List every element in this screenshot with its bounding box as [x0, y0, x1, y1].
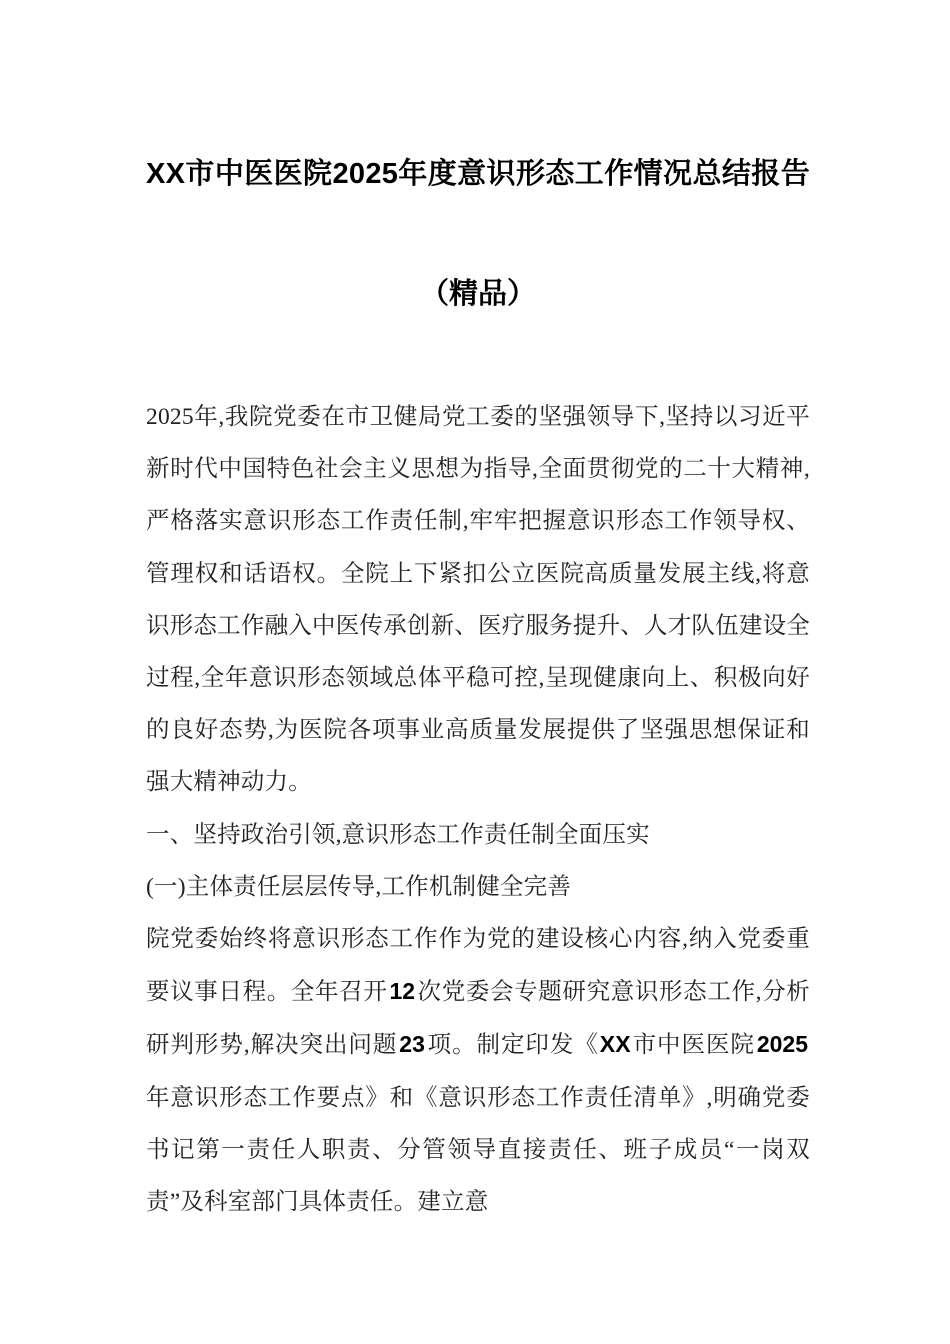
- page-subtitle: （精品）: [419, 278, 536, 310]
- heading-section-1: 一、坚持政治引领,意识形态工作责任制全面压实: [146, 821, 650, 848]
- paragraph-section-1-1-body: 院党委始终将意识形态工作作为党的建设核心内容,纳入党委重要议事日程。全年召开12次党委会专题研究意识形态工作,分析研判形势,解决突出问题23项。制定印发《XX市中医医院2025年意识形态工作要点》和《意识形态工作责任清单》,明确党委书记第一责任人职责、分管领导直接责任、班子成员“一岗双责”及科室部门具体责任。建立意: [146, 926, 810, 1216]
- heading-section-1-1: (一)主体责任层层传导,工作机制健全完善: [146, 873, 572, 900]
- document-content-column: [146, 0, 810, 1228]
- inline-latin: XX: [599, 1031, 631, 1058]
- document-body: [146, 391, 810, 1228]
- inline-num: 2025: [756, 1031, 809, 1058]
- paragraph-intro: 2025年,我院党委在市卫健局党工委的坚强领导下,坚持以习近平新时代中国特色社会主义思想为指导,全面贯彻党的二十大精神,严格落实意识形态工作责任制,牢牢把握意识形态工作领导权、管理权和话语权。全院上下紧扣公立医院高质量发展主线,将意识形态工作融入中医传承创新、医疗服务提升、人才队伍建设全过程,全年意识形态领域总体平稳可控,呈现健康向上、积极向好的良好态势,为医院各项事业高质量发展提供了坚强思想保证和强大精神动力。: [146, 404, 810, 796]
- page-title: XX市中医医院2025年度意识形态工作情况总结报告: [146, 158, 810, 190]
- inline-num: 23: [399, 1031, 425, 1058]
- inline-num: 12: [389, 978, 416, 1005]
